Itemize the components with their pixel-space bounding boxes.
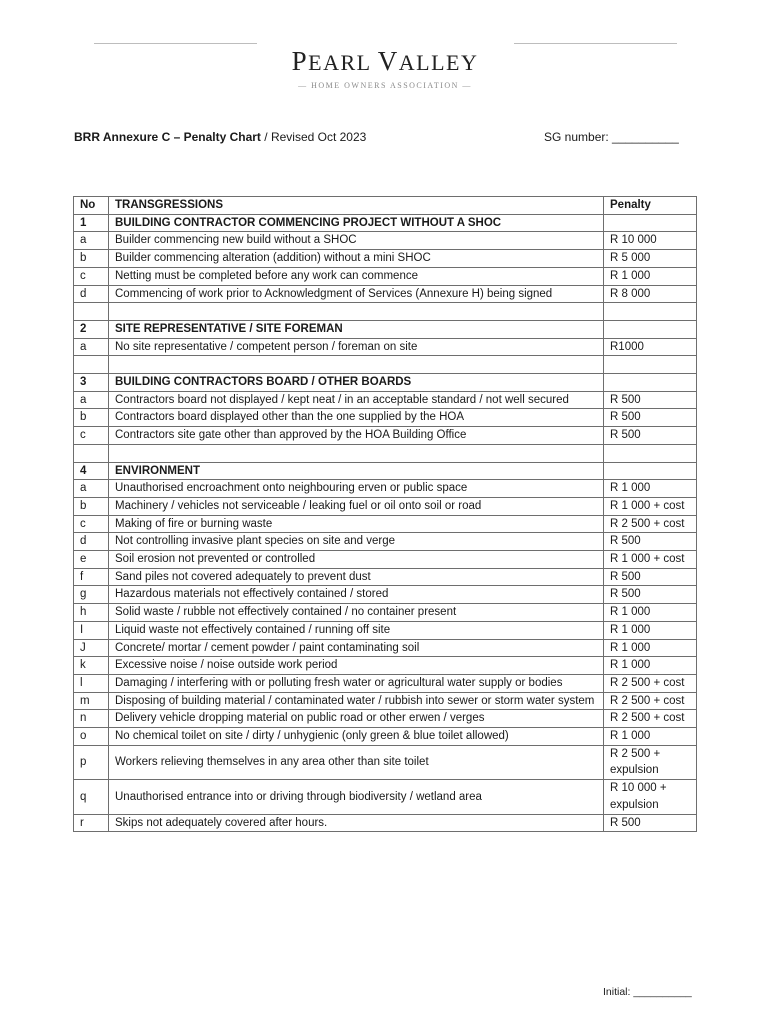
transgression-cell: Soil erosion not prevented or controlled [109, 551, 604, 569]
no-cell: p [74, 745, 109, 779]
transgression-cell: Contractors board displayed other than the one supplied by the HOA [109, 409, 604, 427]
no-cell: b [74, 409, 109, 427]
no-cell: 1 [74, 214, 109, 232]
table-row [74, 657, 697, 675]
no-cell: h [74, 604, 109, 622]
table-header-row [74, 197, 697, 215]
no-cell: a [74, 391, 109, 409]
penalty-cell: R 1 000 + cost [604, 497, 697, 515]
no-cell: 3 [74, 374, 109, 392]
no-cell: d [74, 533, 109, 551]
table-row [74, 551, 697, 569]
table-row [74, 639, 697, 657]
no-cell: a [74, 232, 109, 250]
penalty-cell: R 1 000 [604, 480, 697, 498]
no-cell: g [74, 586, 109, 604]
header-rule-left [94, 43, 257, 44]
penalty-cell: R 500 [604, 586, 697, 604]
no-cell: o [74, 728, 109, 746]
no-cell: a [74, 338, 109, 356]
penalty-cell: R 1 000 [604, 604, 697, 622]
section-row [74, 374, 697, 392]
section-row [74, 462, 697, 480]
transgression-cell: No chemical toilet on site / dirty / unhygienic (only green & blue toilet allowed) [109, 728, 604, 746]
transgression-cell: Contractors board not displayed / kept neat / in an acceptable standard / not well secured [109, 391, 604, 409]
table-row [74, 621, 697, 639]
header-no: No [74, 197, 109, 215]
penalty-cell [604, 444, 697, 462]
no-cell: a [74, 480, 109, 498]
table-row [74, 568, 697, 586]
no-cell: I [74, 621, 109, 639]
penalty-cell [604, 303, 697, 321]
penalty-cell: R1000 [604, 338, 697, 356]
penalty-cell: R 2 500 + cost [604, 674, 697, 692]
table-row [74, 692, 697, 710]
transgression-cell: ENVIRONMENT [109, 462, 604, 480]
no-cell: e [74, 551, 109, 569]
sg-number-field: SG number: __________ [544, 130, 679, 144]
penalty-cell [604, 356, 697, 374]
no-cell: l [74, 674, 109, 692]
no-cell: r [74, 814, 109, 832]
transgression-cell: No site representative / competent person / foreman on site [109, 338, 604, 356]
transgression-cell: Hazardous materials not effectively contained / stored [109, 586, 604, 604]
no-cell: c [74, 427, 109, 445]
transgression-cell: Making of fire or burning waste [109, 515, 604, 533]
transgression-cell: Damaging / interfering with or polluting fresh water or agricultural water supply or bodies [109, 674, 604, 692]
penalty-cell: R 1 000 [604, 728, 697, 746]
transgression-cell: SITE REPRESENTATIVE / SITE FOREMAN [109, 320, 604, 338]
penalty-cell: R 1 000 [604, 621, 697, 639]
table-row [74, 586, 697, 604]
table-row [74, 710, 697, 728]
penalty-cell: R 500 [604, 533, 697, 551]
penalty-cell: R 1 000 [604, 639, 697, 657]
no-cell: 2 [74, 320, 109, 338]
penalty-cell: R 8 000 [604, 285, 697, 303]
transgression-cell: Contractors site gate other than approved by the HOA Building Office [109, 427, 604, 445]
no-cell [74, 356, 109, 374]
penalty-cell [604, 214, 697, 232]
brand-tagline: — HOME OWNERS ASSOCIATION — [298, 81, 472, 90]
penalty-cell: R 500 [604, 409, 697, 427]
transgression-cell [109, 356, 604, 374]
table-row [74, 250, 697, 268]
penalty-cell: R 2 500 + cost [604, 515, 697, 533]
document-heading [74, 130, 366, 144]
no-cell: b [74, 497, 109, 515]
penalty-cell: R 1 000 [604, 657, 697, 675]
transgression-cell: Machinery / vehicles not serviceable / leaking fuel or oil onto soil or road [109, 497, 604, 515]
penalty-cell: R 10 000 [604, 232, 697, 250]
section-row [74, 214, 697, 232]
transgression-cell: BUILDING CONTRACTORS BOARD / OTHER BOARDS [109, 374, 604, 392]
transgression-cell: Skips not adequately covered after hours. [109, 814, 604, 832]
penalty-cell: R 5 000 [604, 250, 697, 268]
table-row [74, 338, 697, 356]
transgression-cell: Sand piles not covered adequately to prevent dust [109, 568, 604, 586]
penalty-cell [604, 462, 697, 480]
transgression-cell: Excessive noise / noise outside work period [109, 657, 604, 675]
brand-logo: PEARL VALLEY [291, 46, 479, 76]
table-row [74, 674, 697, 692]
table-row [74, 728, 697, 746]
no-cell: k [74, 657, 109, 675]
penalty-cell: R 10 000 + expulsion [604, 780, 697, 814]
table-row [74, 409, 697, 427]
penalty-cell: R 2 500 + cost [604, 710, 697, 728]
transgression-cell: Not controlling invasive plant species on site and verge [109, 533, 604, 551]
penalty-cell [604, 374, 697, 392]
no-cell: b [74, 250, 109, 268]
table-row [74, 780, 697, 814]
spacer-row [74, 303, 697, 321]
table-row [74, 391, 697, 409]
table-row [74, 745, 697, 779]
no-cell: m [74, 692, 109, 710]
penalty-cell: R 1 000 + cost [604, 551, 697, 569]
document-title: BRR Annexure C – Penalty Chart [74, 130, 261, 144]
penalty-cell: R 500 [604, 391, 697, 409]
transgression-cell: Commencing of work prior to Acknowledgment of Services (Annexure H) being signed [109, 285, 604, 303]
no-cell: c [74, 267, 109, 285]
penalty-table [73, 196, 697, 832]
penalty-cell: R 500 [604, 427, 697, 445]
no-cell: f [74, 568, 109, 586]
table-row [74, 480, 697, 498]
transgression-cell: Concrete/ mortar / cement powder / paint contaminating soil [109, 639, 604, 657]
transgression-cell: Delivery vehicle dropping material on public road or other erwen / verges [109, 710, 604, 728]
table-row [74, 427, 697, 445]
header-transgressions: TRANSGRESSIONS [109, 197, 604, 215]
spacer-row [74, 356, 697, 374]
transgression-cell: Liquid waste not effectively contained / running off site [109, 621, 604, 639]
no-cell: c [74, 515, 109, 533]
penalty-cell: R 2 500 + expulsion [604, 745, 697, 779]
transgression-cell [109, 444, 604, 462]
no-cell: J [74, 639, 109, 657]
no-cell: 4 [74, 462, 109, 480]
transgression-cell: Unauthorised encroachment onto neighbouring erven or public space [109, 480, 604, 498]
no-cell: n [74, 710, 109, 728]
transgression-cell: Netting must be completed before any work can commence [109, 267, 604, 285]
penalty-cell: R 500 [604, 814, 697, 832]
table-row [74, 814, 697, 832]
transgression-cell: Unauthorised entrance into or driving through biodiversity / wetland area [109, 780, 604, 814]
penalty-cell: R 2 500 + cost [604, 692, 697, 710]
transgression-cell [109, 303, 604, 321]
table-row [74, 533, 697, 551]
section-row [74, 320, 697, 338]
spacer-row [74, 444, 697, 462]
no-cell [74, 444, 109, 462]
transgression-cell: Solid waste / rubble not effectively contained / no container present [109, 604, 604, 622]
table-row [74, 604, 697, 622]
no-cell: d [74, 285, 109, 303]
transgression-cell: Builder commencing new build without a SHOC [109, 232, 604, 250]
header-penalty: Penalty [604, 197, 697, 215]
transgression-cell: Workers relieving themselves in any area other than site toilet [109, 745, 604, 779]
transgression-cell: Disposing of building material / contaminated water / rubbish into sewer or storm water system [109, 692, 604, 710]
table-row [74, 232, 697, 250]
header-rule-right [514, 43, 677, 44]
table-row [74, 285, 697, 303]
document-revision: / Revised Oct 2023 [260, 130, 367, 144]
table-row [74, 497, 697, 515]
transgression-cell: BUILDING CONTRACTOR COMMENCING PROJECT WITHOUT A SHOC [109, 214, 604, 232]
no-cell: q [74, 780, 109, 814]
table-row [74, 267, 697, 285]
table-row [74, 515, 697, 533]
no-cell [74, 303, 109, 321]
penalty-cell: R 1 000 [604, 267, 697, 285]
initial-field: Initial: __________ [603, 986, 692, 998]
transgression-cell: Builder commencing alteration (addition) without a mini SHOC [109, 250, 604, 268]
penalty-cell: R 500 [604, 568, 697, 586]
penalty-cell [604, 320, 697, 338]
